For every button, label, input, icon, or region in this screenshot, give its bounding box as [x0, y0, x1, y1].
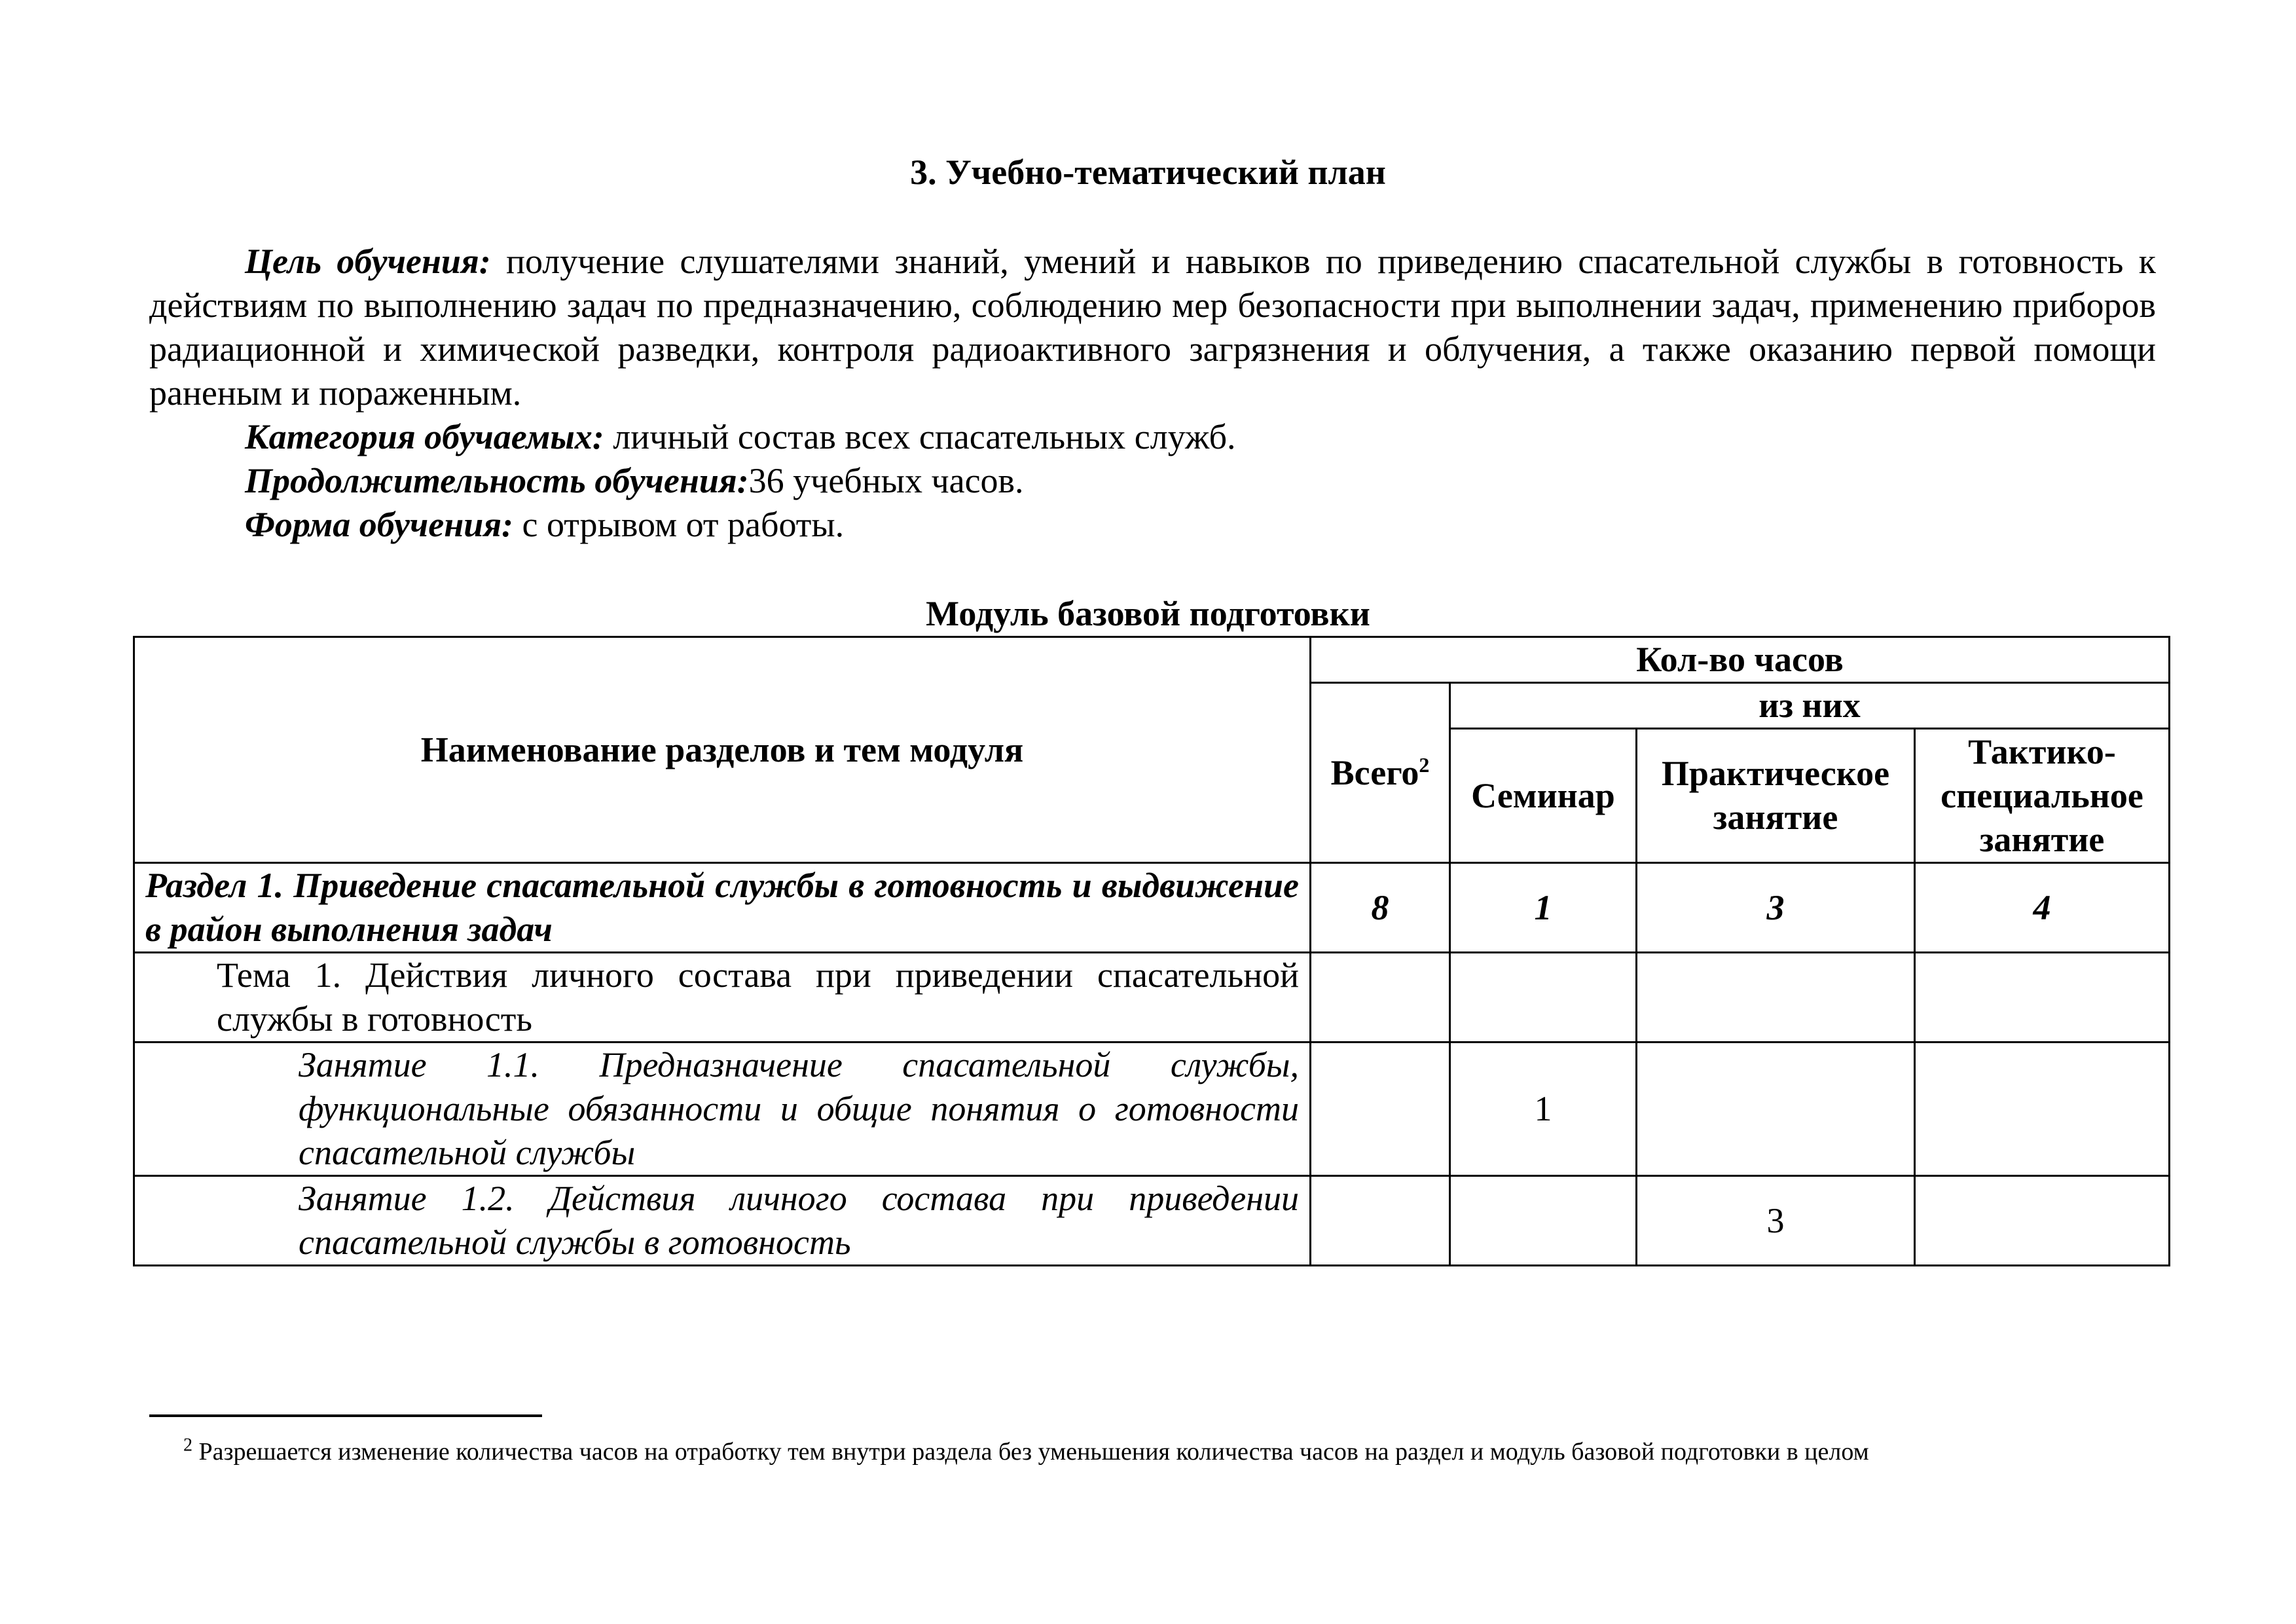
intro-block	[149, 240, 2156, 547]
row-total	[1311, 1176, 1450, 1266]
row-seminar: 1	[1450, 1043, 1637, 1176]
row-tactical	[1915, 953, 2170, 1043]
table-row	[134, 1176, 2170, 1266]
category-text: личный состав всех спасательных служб.	[604, 417, 1236, 456]
row-total	[1311, 1043, 1450, 1176]
form-paragraph	[149, 503, 2156, 547]
row-practical: 3	[1637, 1176, 1915, 1266]
header-tactical: Тактико-специальное занятие	[1915, 729, 2170, 863]
page-title: 3. Учебно-тематический план	[910, 153, 1386, 192]
footnote-ref: 2	[1419, 752, 1430, 777]
header-hours: Кол-во часов	[1311, 637, 2170, 683]
duration-text: 36 учебных часов.	[748, 461, 1024, 500]
module-title: Модуль базовой подготовки	[926, 594, 1370, 633]
row-name: Тема 1. Действия личного состава при приведении спасательной службы в готовность	[134, 953, 1311, 1043]
footnote	[183, 1435, 2213, 1468]
row-name: Занятие 1.1. Предназначение спасательной службы, функциональные обязанности и общие понятия о готовности спасательной службы	[134, 1043, 1311, 1176]
footnote-divider	[149, 1414, 542, 1417]
row-total: 8	[1311, 863, 1450, 953]
row-total	[1311, 953, 1450, 1043]
row-practical	[1637, 1043, 1915, 1176]
row-practical	[1637, 953, 1915, 1043]
row-tactical: 4	[1915, 863, 2170, 953]
row-seminar	[1450, 1176, 1637, 1266]
footnote-mark: 2	[183, 1435, 192, 1456]
row-seminar	[1450, 953, 1637, 1043]
header-total	[1311, 683, 1450, 863]
header-total-label: Всего	[1330, 752, 1419, 792]
row-seminar: 1	[1450, 863, 1637, 953]
row-practical: 3	[1637, 863, 1915, 953]
duration-paragraph	[149, 459, 2156, 503]
header-name: Наименование разделов и тем модуля	[134, 637, 1311, 863]
category-paragraph	[149, 415, 2156, 459]
form-text: с отрывом от работы.	[513, 505, 845, 544]
category-label: Категория обучаемых:	[245, 417, 604, 456]
row-tactical	[1915, 1176, 2170, 1266]
form-label: Форма обучения:	[245, 505, 514, 544]
header-seminar: Семинар	[1450, 729, 1637, 863]
goal-label: Цель обучения:	[245, 242, 491, 281]
plan-table	[133, 636, 2170, 1266]
footnote-text: Разрешается изменение количества часов на отработку тем внутри раздела без уменьшения количества часов на раздел и модуль базовой подготовки в целом	[192, 1438, 1869, 1466]
table-row	[134, 953, 2170, 1043]
table-row	[134, 1043, 2170, 1176]
header-row-1	[134, 637, 2170, 683]
row-name: Занятие 1.2. Действия личного состава при приведении спасательной службы в готовность	[134, 1176, 1311, 1266]
goal-text: получение слушателями знаний, умений и навыков по приведению спасательной службы в готовность к действиям по выполнению задач по предназначению, соблюдению мер безопасности при выполнении задач, применению приборов радиационной и химической разведки, контроля радиоактивного загрязнения и облучения, а также оказанию первой помощи раненым и пораженным.	[149, 242, 2156, 413]
table-row	[134, 863, 2170, 953]
goal-paragraph	[149, 240, 2156, 415]
header-of-them: из них	[1450, 683, 2170, 729]
header-practical: Практическое занятие	[1637, 729, 1915, 863]
row-tactical	[1915, 1043, 2170, 1176]
row-name: Раздел 1. Приведение спасательной службы в готовность и выдвижение в район выполнения задач	[134, 863, 1311, 953]
duration-label: Продолжительность обучения:	[245, 461, 749, 500]
